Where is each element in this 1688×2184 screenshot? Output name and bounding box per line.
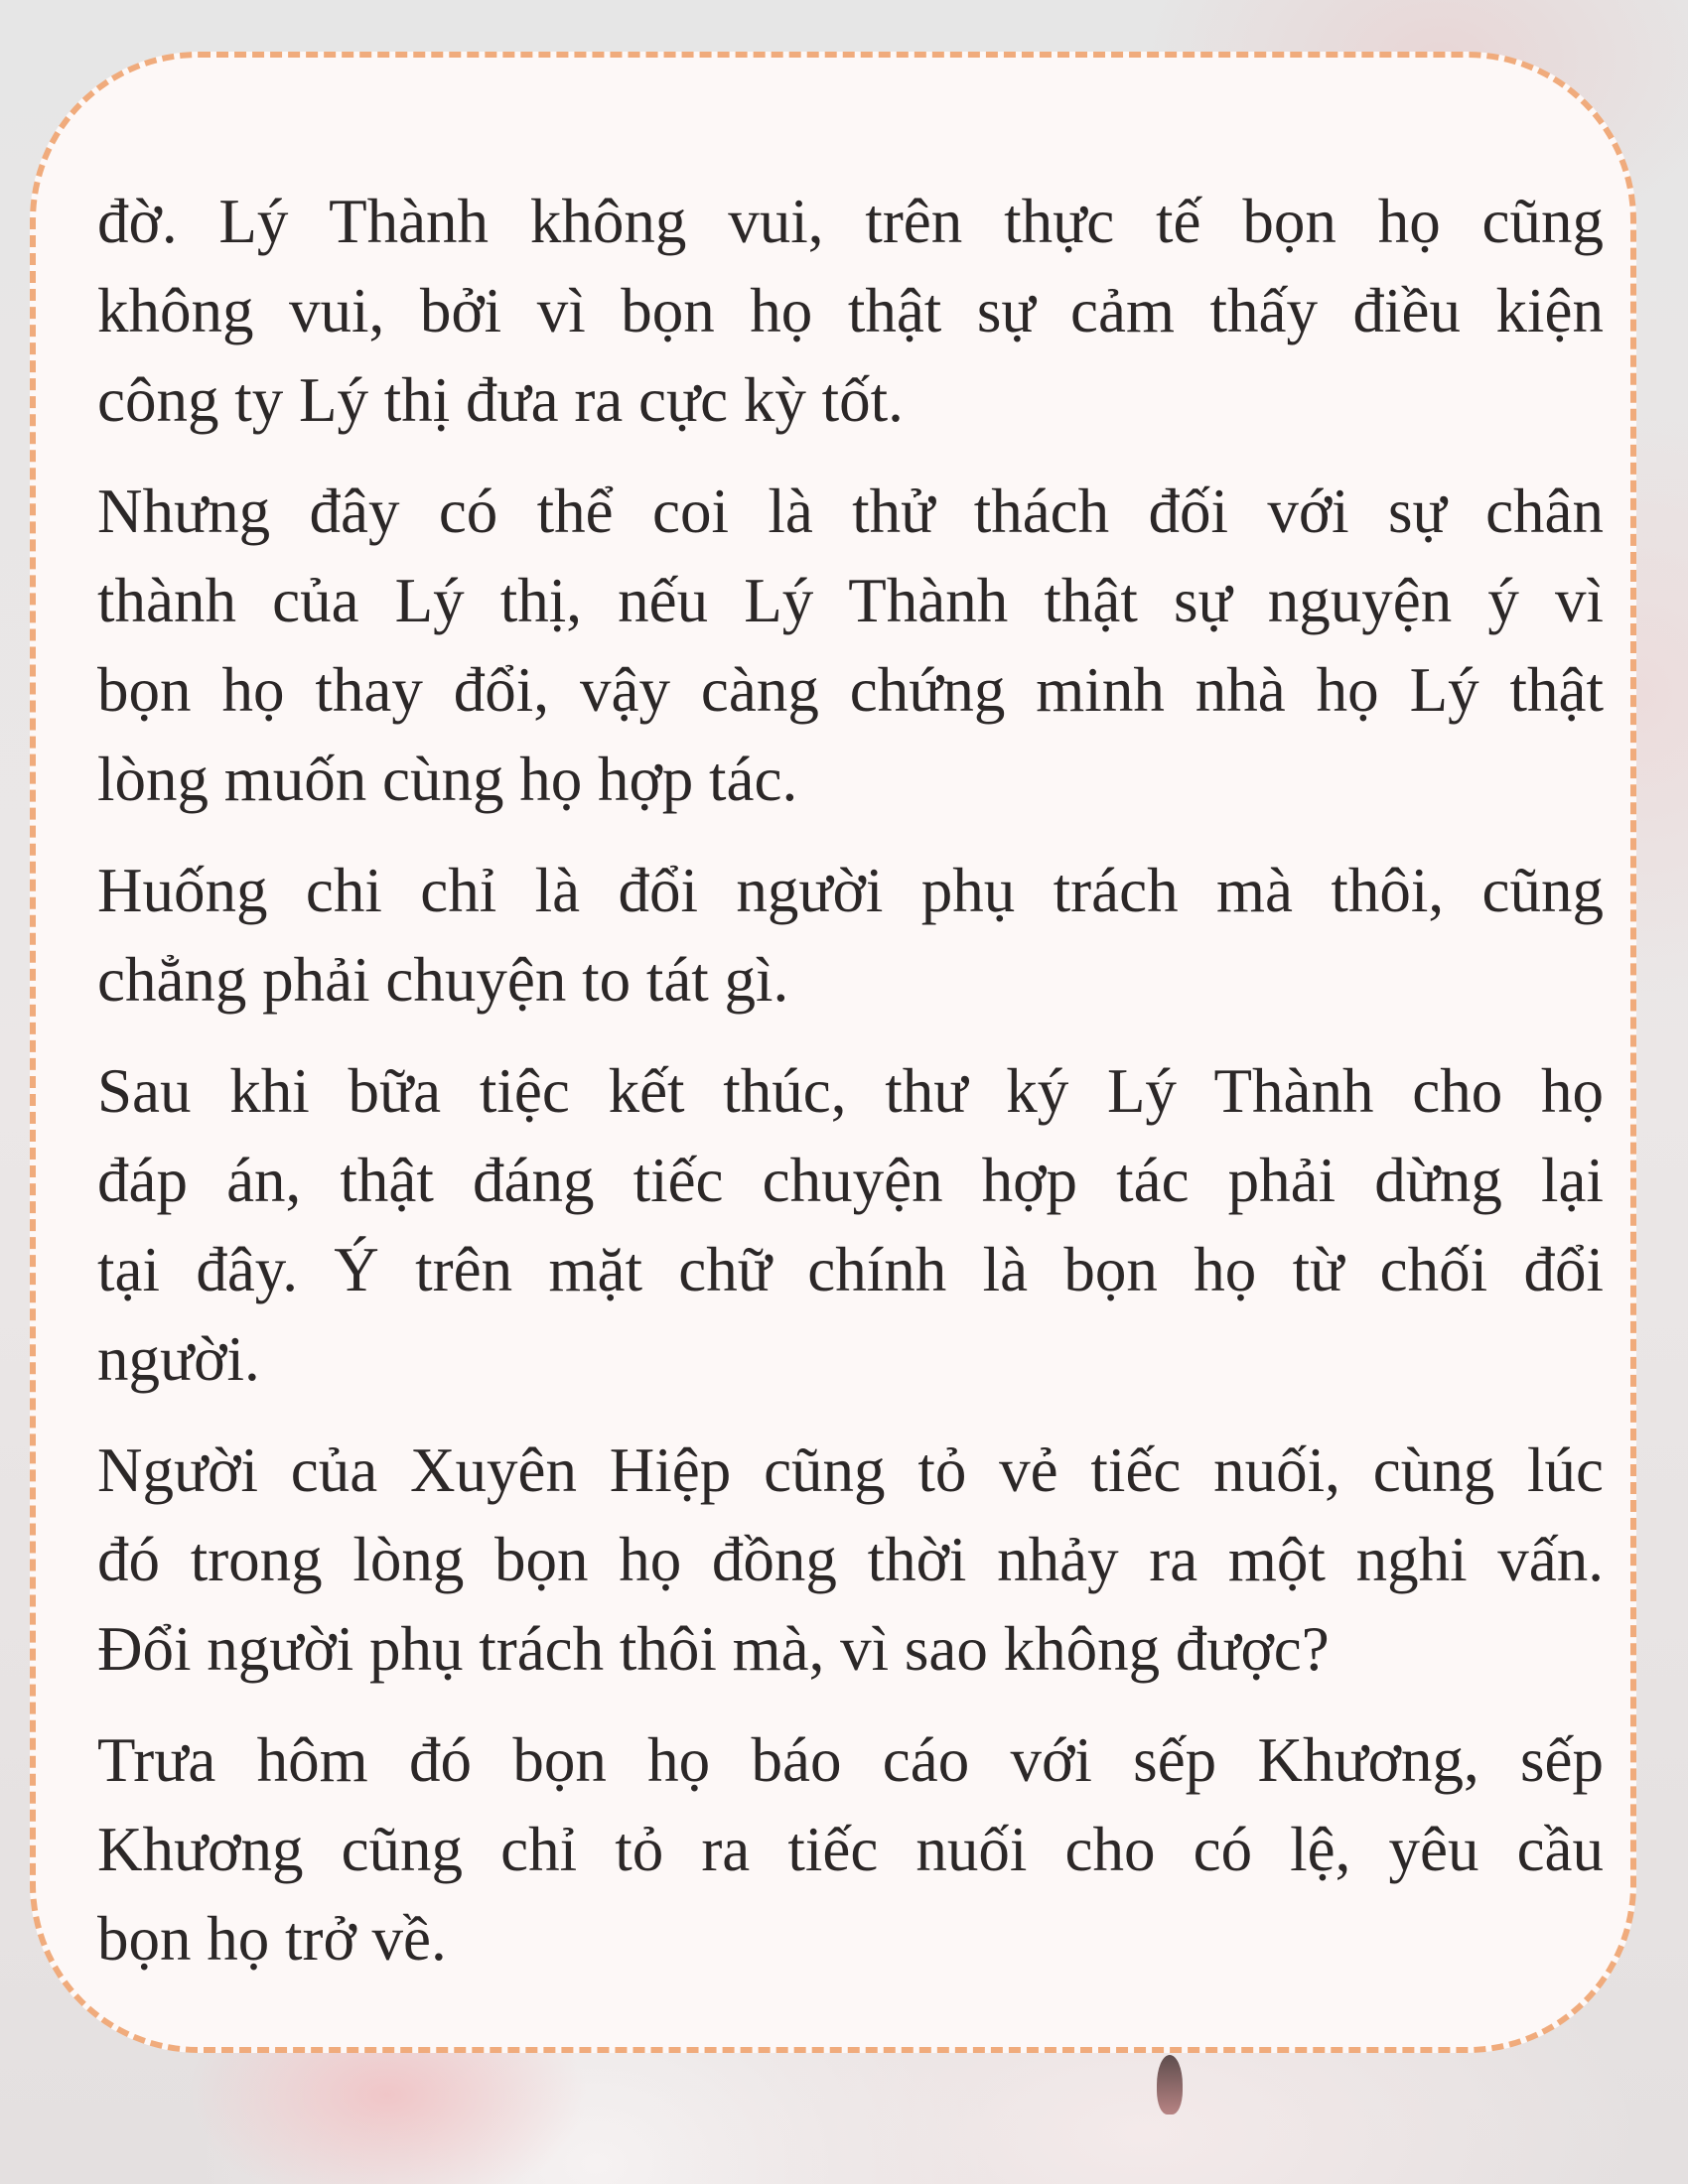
paragraph [97, 1426, 1604, 1694]
text-line: bọn họ trở về. [97, 1904, 447, 1974]
text-line: công ty Lý thị đưa ra cực kỳ tốt. [97, 365, 904, 435]
text-line: lòng muốn cùng họ hợp tác. [97, 745, 798, 814]
text-line: Nhưng đây có thể coi là thử thách đối với sự chân [97, 477, 1604, 546]
paragraph [97, 467, 1604, 824]
text-line: không vui, bởi vì bọn họ thật sự cảm thấy điều kiện [97, 276, 1604, 345]
story-text [97, 177, 1604, 2005]
text-line: đờ. Lý Thành không vui, trên thực tế bọn họ cũng [97, 187, 1604, 256]
text-line: Người của Xuyên Hiệp cũng tỏ vẻ tiếc nuối, cùng lúc [97, 1435, 1604, 1505]
text-line: Trưa hôm đó bọn họ báo cáo với sếp Khương, sếp [97, 1725, 1604, 1795]
background-flower-detail [1157, 2055, 1183, 2115]
text-line: bọn họ thay đổi, vậy càng chứng minh nhà họ Lý thật [97, 655, 1604, 725]
text-line: Huống chi chỉ là đổi người phụ trách mà thôi, cũng [97, 856, 1604, 925]
paragraph [97, 846, 1604, 1024]
paragraph [97, 1715, 1604, 1983]
text-line: thành của Lý thị, nếu Lý Thành thật sự nguyện ý vì [97, 566, 1604, 635]
text-line: Khương cũng chỉ tỏ ra tiếc nuối cho có lệ, yêu cầu [97, 1815, 1604, 1884]
text-line: tại đây. Ý trên mặt chữ chính là bọn họ từ chối đổi [97, 1235, 1604, 1304]
text-line: người. [97, 1324, 260, 1394]
text-line: Sau khi bữa tiệc kết thúc, thư ký Lý Thành cho họ [97, 1056, 1604, 1126]
text-line: chẳng phải chuyện to tát gì. [97, 945, 789, 1015]
paragraph [97, 177, 1604, 445]
text-line: đáp án, thật đáng tiếc chuyện hợp tác phải dừng lại [97, 1146, 1604, 1215]
paragraph [97, 1046, 1604, 1404]
text-line: đó trong lòng bọn họ đồng thời nhảy ra một nghi vấn. [97, 1525, 1604, 1594]
text-line: Đổi người phụ trách thôi mà, vì sao không được? [97, 1614, 1330, 1684]
